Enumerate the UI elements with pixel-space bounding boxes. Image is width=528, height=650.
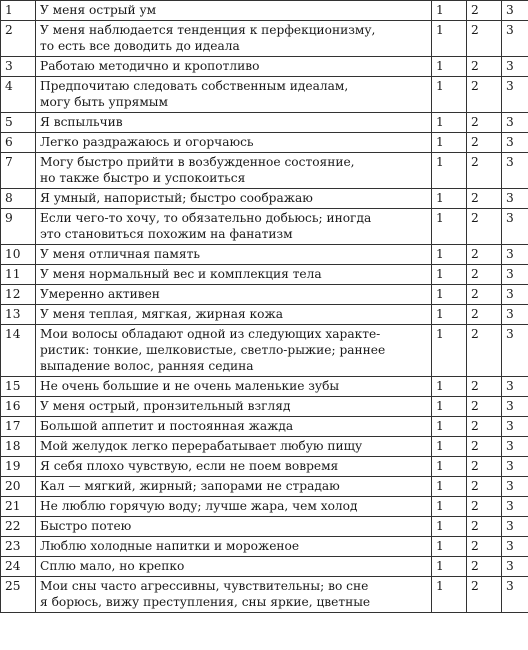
answer-option-2: 2 [467, 133, 502, 153]
question-text-line: Быстро потею [40, 519, 132, 533]
answer-option-2: 2 [467, 517, 502, 537]
question-number: 7 [1, 153, 36, 189]
question-text [36, 153, 432, 189]
question-number: 20 [1, 477, 36, 497]
question-number: 16 [1, 397, 36, 417]
answer-option-2: 2 [467, 113, 502, 133]
question-number: 12 [1, 285, 36, 305]
question-text-line: Предпочитаю следовать собственным идеалам, [40, 79, 349, 93]
question-row [1, 133, 528, 153]
question-text-line: Мой желудок легко перерабатывает любую пищу [40, 439, 363, 453]
question-row [1, 265, 528, 285]
question-number: 5 [1, 113, 36, 133]
answer-option-3: 3 [502, 325, 528, 377]
question-text [36, 77, 432, 113]
question-text [36, 265, 432, 285]
answer-option-2: 2 [467, 537, 502, 557]
answer-option-2: 2 [467, 265, 502, 285]
answer-option-1: 1 [432, 537, 467, 557]
answer-option-2: 2 [467, 285, 502, 305]
answer-option-2: 2 [467, 437, 502, 457]
answer-option-3: 3 [502, 477, 528, 497]
answer-option-3: 3 [502, 77, 528, 113]
question-text-line: могу быть упрямым [40, 95, 168, 109]
answer-option-1: 1 [432, 77, 467, 113]
question-row [1, 285, 528, 305]
question-text-line: У меня теплая, мягкая, жирная кожа [40, 307, 283, 321]
answer-option-1: 1 [432, 133, 467, 153]
answer-option-1: 1 [432, 417, 467, 437]
question-text-line: Не люблю горячую воду; лучше жара, чем холод [40, 499, 358, 513]
answer-option-2: 2 [467, 457, 502, 477]
answer-option-1: 1 [432, 57, 467, 77]
question-text [36, 305, 432, 325]
question-text [36, 113, 432, 133]
question-text-line: Могу быстро прийти в возбужденное состояние, [40, 155, 355, 169]
question-text-line: выпадение волос, ранняя седина [40, 359, 254, 373]
answer-option-1: 1 [432, 437, 467, 457]
answer-option-1: 1 [432, 265, 467, 285]
question-row [1, 497, 528, 517]
answer-option-1: 1 [432, 325, 467, 377]
answer-option-2: 2 [467, 377, 502, 397]
answer-option-3: 3 [502, 377, 528, 397]
question-number: 23 [1, 537, 36, 557]
answer-option-2: 2 [467, 417, 502, 437]
answer-option-2: 2 [467, 477, 502, 497]
question-row [1, 57, 528, 77]
answer-option-3: 3 [502, 417, 528, 437]
question-text-line: но также быстро и успокоиться [40, 171, 246, 185]
answer-option-3: 3 [502, 189, 528, 209]
question-text [36, 517, 432, 537]
question-number: 2 [1, 21, 36, 57]
answer-option-1: 1 [432, 21, 467, 57]
question-row [1, 417, 528, 437]
question-text [36, 437, 432, 457]
answer-option-1: 1 [432, 113, 467, 133]
question-text-line: Кал — мягкий, жирный; запорами не страдаю [40, 479, 340, 493]
question-row [1, 305, 528, 325]
question-text-line: Я вспыльчив [40, 115, 123, 129]
question-number: 15 [1, 377, 36, 397]
answer-option-1: 1 [432, 497, 467, 517]
question-number: 14 [1, 325, 36, 377]
question-text [36, 397, 432, 417]
question-number: 9 [1, 209, 36, 245]
question-row [1, 77, 528, 113]
question-text-line: Люблю холодные напитки и мороженое [40, 539, 300, 553]
answer-option-1: 1 [432, 517, 467, 537]
question-text [36, 133, 432, 153]
answer-option-1: 1 [432, 189, 467, 209]
answer-option-3: 3 [502, 397, 528, 417]
question-number: 10 [1, 245, 36, 265]
question-text-line: это становиться похожим на фанатизм [40, 227, 293, 241]
question-number: 1 [1, 1, 36, 21]
questionnaire-body [1, 1, 528, 613]
answer-option-2: 2 [467, 325, 502, 377]
answer-option-3: 3 [502, 305, 528, 325]
question-row [1, 557, 528, 577]
question-row [1, 325, 528, 377]
question-text-line: Если чего-то хочу, то обязательно добьюсь; иногда [40, 211, 372, 225]
question-text [36, 285, 432, 305]
answer-option-1: 1 [432, 285, 467, 305]
question-text-line: ристик: тонкие, шелковистые, светло-рыжие; раннее [40, 343, 386, 357]
question-text-line: Сплю мало, но крепко [40, 559, 185, 573]
question-number: 11 [1, 265, 36, 285]
answer-option-3: 3 [502, 457, 528, 477]
question-number: 25 [1, 577, 36, 613]
question-text [36, 477, 432, 497]
question-text [36, 557, 432, 577]
answer-option-1: 1 [432, 457, 467, 477]
question-number: 17 [1, 417, 36, 437]
answer-option-3: 3 [502, 57, 528, 77]
answer-option-3: 3 [502, 437, 528, 457]
question-row [1, 245, 528, 265]
question-row [1, 517, 528, 537]
question-text [36, 245, 432, 265]
question-text [36, 57, 432, 77]
answer-option-3: 3 [502, 557, 528, 577]
question-text [36, 325, 432, 377]
answer-option-1: 1 [432, 477, 467, 497]
answer-option-1: 1 [432, 377, 467, 397]
answer-option-2: 2 [467, 153, 502, 189]
question-number: 4 [1, 77, 36, 113]
answer-option-2: 2 [467, 577, 502, 613]
question-text-line: У меня острый ум [40, 3, 157, 17]
question-number: 21 [1, 497, 36, 517]
question-row [1, 377, 528, 397]
answer-option-3: 3 [502, 265, 528, 285]
answer-option-3: 3 [502, 21, 528, 57]
question-text-line: Легко раздражаюсь и огорчаюсь [40, 135, 254, 149]
question-text-line: У меня острый, пронзительный взгляд [40, 399, 291, 413]
question-number: 19 [1, 457, 36, 477]
question-text-line: Я себя плохо чувствую, если не поем вовремя [40, 459, 339, 473]
question-text-line: Работаю методично и кропотливо [40, 59, 260, 73]
answer-option-2: 2 [467, 397, 502, 417]
question-text [36, 537, 432, 557]
question-row [1, 457, 528, 477]
answer-option-3: 3 [502, 133, 528, 153]
answer-option-1: 1 [432, 209, 467, 245]
answer-option-3: 3 [502, 113, 528, 133]
question-row [1, 21, 528, 57]
answer-option-3: 3 [502, 153, 528, 189]
question-text [36, 417, 432, 437]
answer-option-2: 2 [467, 21, 502, 57]
answer-option-3: 3 [502, 209, 528, 245]
question-text [36, 377, 432, 397]
question-row [1, 437, 528, 457]
question-text-line: Большой аппетит и постоянная жажда [40, 419, 294, 433]
question-row [1, 209, 528, 245]
question-number: 22 [1, 517, 36, 537]
question-text [36, 209, 432, 245]
answer-option-1: 1 [432, 397, 467, 417]
question-row [1, 477, 528, 497]
answer-option-1: 1 [432, 153, 467, 189]
question-text [36, 1, 432, 21]
answer-option-3: 3 [502, 245, 528, 265]
question-number: 3 [1, 57, 36, 77]
answer-option-2: 2 [467, 209, 502, 245]
question-row [1, 189, 528, 209]
question-text-line: У меня отличная память [40, 247, 200, 261]
answer-option-3: 3 [502, 285, 528, 305]
answer-option-2: 2 [467, 77, 502, 113]
answer-option-1: 1 [432, 577, 467, 613]
answer-option-2: 2 [467, 57, 502, 77]
question-number: 8 [1, 189, 36, 209]
answer-option-3: 3 [502, 537, 528, 557]
answer-option-2: 2 [467, 497, 502, 517]
question-text-line: У меня нормальный вес и комплекция тела [40, 267, 322, 281]
answer-option-1: 1 [432, 245, 467, 265]
question-text [36, 497, 432, 517]
question-text [36, 21, 432, 57]
answer-option-2: 2 [467, 557, 502, 577]
answer-option-2: 2 [467, 245, 502, 265]
answer-option-2: 2 [467, 1, 502, 21]
question-text-line: У меня наблюдается тенденция к перфекционизму, [40, 23, 376, 37]
question-row [1, 537, 528, 557]
answer-option-3: 3 [502, 517, 528, 537]
question-row [1, 1, 528, 21]
answer-option-3: 3 [502, 497, 528, 517]
question-number: 13 [1, 305, 36, 325]
question-row [1, 153, 528, 189]
question-number: 18 [1, 437, 36, 457]
answer-option-1: 1 [432, 557, 467, 577]
answer-option-2: 2 [467, 189, 502, 209]
question-row [1, 577, 528, 613]
question-row [1, 397, 528, 417]
question-text-line: Мои волосы обладают одной из следующих характе- [40, 327, 381, 341]
question-text-line: Мои сны часто агрессивны, чувствительны; во сне [40, 579, 369, 593]
answer-option-3: 3 [502, 577, 528, 613]
question-number: 6 [1, 133, 36, 153]
question-row [1, 113, 528, 133]
answer-option-2: 2 [467, 305, 502, 325]
answer-option-1: 1 [432, 305, 467, 325]
answer-option-1: 1 [432, 1, 467, 21]
question-text-line: я борюсь, вижу преступления, сны яркие, цветные [40, 595, 371, 609]
question-text [36, 189, 432, 209]
question-text [36, 577, 432, 613]
question-text [36, 457, 432, 477]
question-number: 24 [1, 557, 36, 577]
question-text-line: Я умный, напористый; быстро соображаю [40, 191, 313, 205]
question-text-line: Не очень большие и не очень маленькие зубы [40, 379, 340, 393]
question-text-line: Умеренно активен [40, 287, 160, 301]
answer-option-3: 3 [502, 1, 528, 21]
question-text-line: то есть все доводить до идеала [40, 39, 240, 53]
